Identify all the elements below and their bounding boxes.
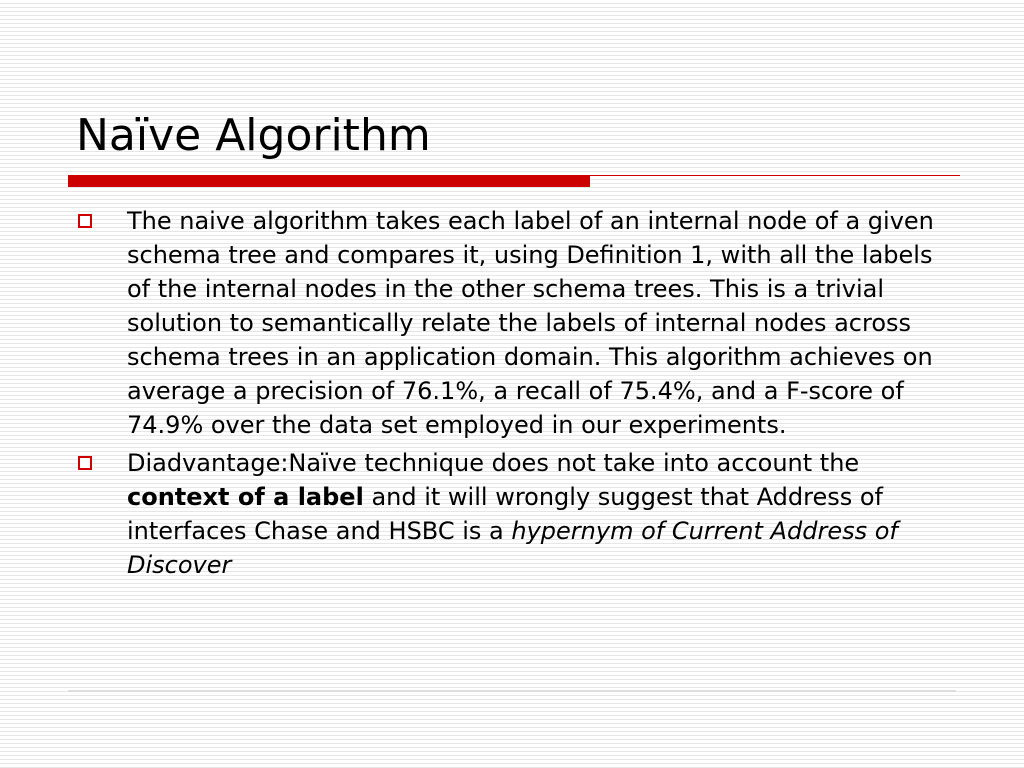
hollow-square-bullet-icon xyxy=(78,214,92,228)
bullet-list xyxy=(76,204,952,586)
bullet-item-naive-algorithm xyxy=(76,204,952,442)
title-underline-thick xyxy=(68,175,590,187)
hollow-square-bullet-icon xyxy=(78,456,92,470)
slide-title: Naïve Algorithm xyxy=(76,110,431,161)
title-underline-thin xyxy=(590,175,960,176)
bullet-text-bold: context of a label xyxy=(127,483,364,511)
bullet-item-disadvantage xyxy=(76,446,952,582)
bullet-text-part2: and it will wrongly suggest that Address of interfaces Chase and HSBC is a xyxy=(127,483,883,545)
footer-divider xyxy=(68,690,956,692)
bullet-text-italic: hypernym of Current Address of Discover xyxy=(127,517,898,579)
bullet-text-part1: Diadvantage:Naïve technique does not take into account the xyxy=(127,449,860,477)
bullet-text: The naive algorithm takes each label of an internal node of a given schema tree and compares it, using Definition 1, with all the labels of the internal nodes in the other schema trees. This is a trivial solution to semantically relate the labels of internal nodes across schema trees in an application domain. This algorithm achieves on average a precision of 76.1%, a recall of 75.4%, and a F-score of 74.9% over the data set employed in our experiments. xyxy=(127,207,934,439)
